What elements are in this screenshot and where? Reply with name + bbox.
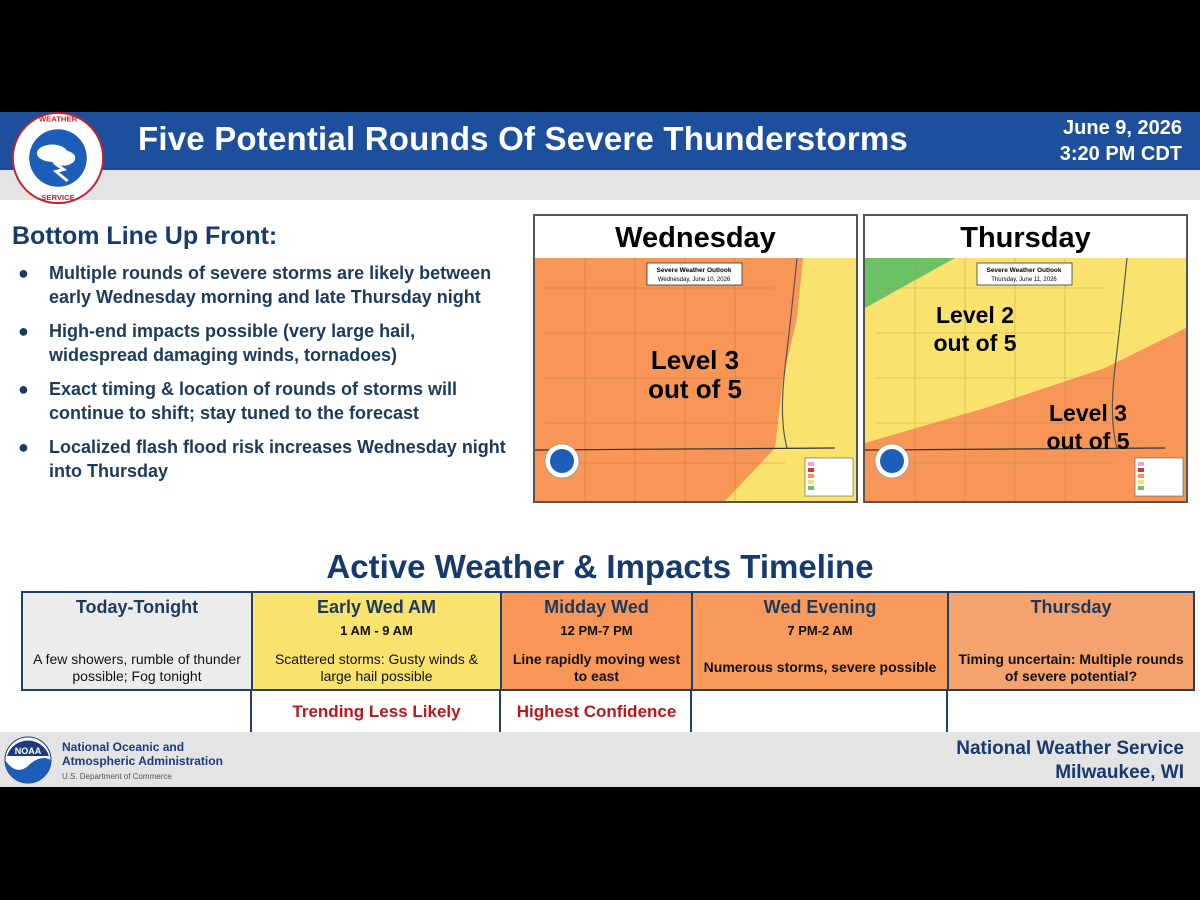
noaa-logo-text: NOAA	[14, 746, 42, 756]
noaa-logo-icon	[4, 736, 52, 784]
bullet-icon: ●	[18, 379, 29, 399]
noaa-department: U.S. Department of Commerce	[62, 772, 172, 781]
map-day-label: Wednesday	[615, 222, 776, 254]
bluf-list	[18, 262, 508, 494]
footer	[0, 732, 1200, 787]
outlook-title: Severe Weather Outlook	[986, 267, 1062, 274]
risk-level-label	[1033, 399, 1143, 455]
risk-level-label	[620, 346, 770, 404]
timeline-column-wed-evening	[693, 593, 949, 689]
issued-time: 3:20 PM CDT	[1059, 143, 1182, 165]
bluf-item	[18, 320, 508, 367]
outlook-title: Severe Weather Outlook	[656, 267, 732, 274]
nws-logo-icon	[10, 112, 106, 206]
noaa-name	[62, 740, 223, 784]
impacts-timeline	[21, 591, 1195, 691]
timeline-column-header: Wed Evening	[763, 597, 877, 617]
risk-level-label	[920, 301, 1030, 357]
timeline-column-header: Thursday	[1030, 597, 1112, 617]
outlook-date: Wednesday, June 10, 2026	[657, 277, 731, 283]
nws-office-line2: Milwaukee, WI	[1055, 762, 1184, 783]
timeline-column-today	[23, 593, 253, 689]
bullet-icon: ●	[18, 437, 29, 457]
timeline-column-thursday	[949, 593, 1193, 689]
page-title: Five Potential Rounds Of Severe Thunderstorms	[138, 120, 908, 157]
bullet-icon: ●	[18, 321, 29, 341]
issued-datetime	[1060, 115, 1182, 167]
confidence-label-midday-wed: Highest Confidence	[499, 691, 692, 733]
bullet-icon: ●	[18, 263, 29, 283]
svg-text:SERVICE: SERVICE	[41, 193, 75, 203]
risk-level-line1: Level 3	[1049, 400, 1127, 426]
outlook-map-thursday	[865, 258, 1186, 501]
timeline-column-midday-wed	[502, 593, 693, 689]
bluf-item-text: Localized flash flood risk increases Wednesday night into Thursday	[49, 437, 506, 481]
timeline-heading: Active Weather & Impacts Timeline	[326, 548, 874, 585]
map-day-label: Thursday	[960, 222, 1091, 254]
nws-office-line1: National Weather Service	[956, 738, 1184, 759]
risk-level-line2: out of 5	[933, 330, 1017, 356]
timeline-column-desc: Scattered storms: Gusty winds & large hail possible	[274, 651, 479, 684]
nws-office	[956, 737, 1184, 785]
header-grey-band	[0, 170, 1200, 203]
briefing-slide	[0, 112, 1200, 787]
confidence-label-early-wed: Trending Less Likely	[250, 691, 501, 733]
timeline-column-desc: Timing uncertain: Multiple rounds of severe potential?	[958, 651, 1184, 684]
bluf-item-text: Exact timing & location of rounds of storms will continue to shift; stay tuned to the forecast	[49, 379, 458, 423]
timeline-column-time: 7 PM-2 AM	[787, 623, 853, 638]
timeline-column-desc: Numerous storms, severe possible	[703, 659, 937, 675]
risk-level-line1: Level 2	[936, 302, 1014, 328]
timeline-column-desc: A few showers, rumble of thunder possible; Fog tonight	[33, 651, 241, 684]
noaa-name-line2: Atmospheric Administration	[62, 754, 223, 768]
bluf-item	[18, 378, 508, 425]
timeline-column-header: Today-Tonight	[75, 597, 199, 617]
outlook-date: Thursday, June 11, 2026	[991, 277, 1057, 283]
timeline-column-time: 1 AM - 9 AM	[340, 623, 413, 638]
timeline-column-header: Midday Wed	[544, 597, 649, 617]
timeline-column-header: Early Wed AM	[316, 597, 437, 617]
map-card-wednesday	[533, 214, 858, 503]
risk-level-line1: Level 3	[650, 345, 740, 375]
svg-text:WEATHER: WEATHER	[38, 114, 78, 124]
bluf-item-text: High-end impacts possible (very large hail, widespread damaging winds, tornadoes)	[49, 321, 416, 365]
bluf-item	[18, 436, 508, 483]
bluf-item	[18, 262, 508, 309]
risk-level-line2: out of 5	[648, 374, 742, 404]
timeline-column-desc: Line rapidly moving west to east	[512, 651, 681, 684]
confidence-cell-thursday	[946, 691, 948, 733]
risk-level-line2: out of 5	[1046, 428, 1130, 454]
bluf-item-text: Multiple rounds of severe storms are likely between early Wednesday morning and late Thursday night	[49, 263, 492, 307]
bluf-heading: Bottom Line Up Front:	[12, 222, 278, 250]
noaa-name-line1: National Oceanic and	[62, 740, 185, 754]
confidence-cell-wed-evening	[690, 691, 948, 733]
map-card-thursday	[863, 214, 1188, 503]
issued-date: June 9, 2026	[1063, 117, 1182, 139]
timeline-column-time: 12 PM-7 PM	[560, 623, 633, 638]
timeline-column-early-wed	[253, 593, 502, 689]
